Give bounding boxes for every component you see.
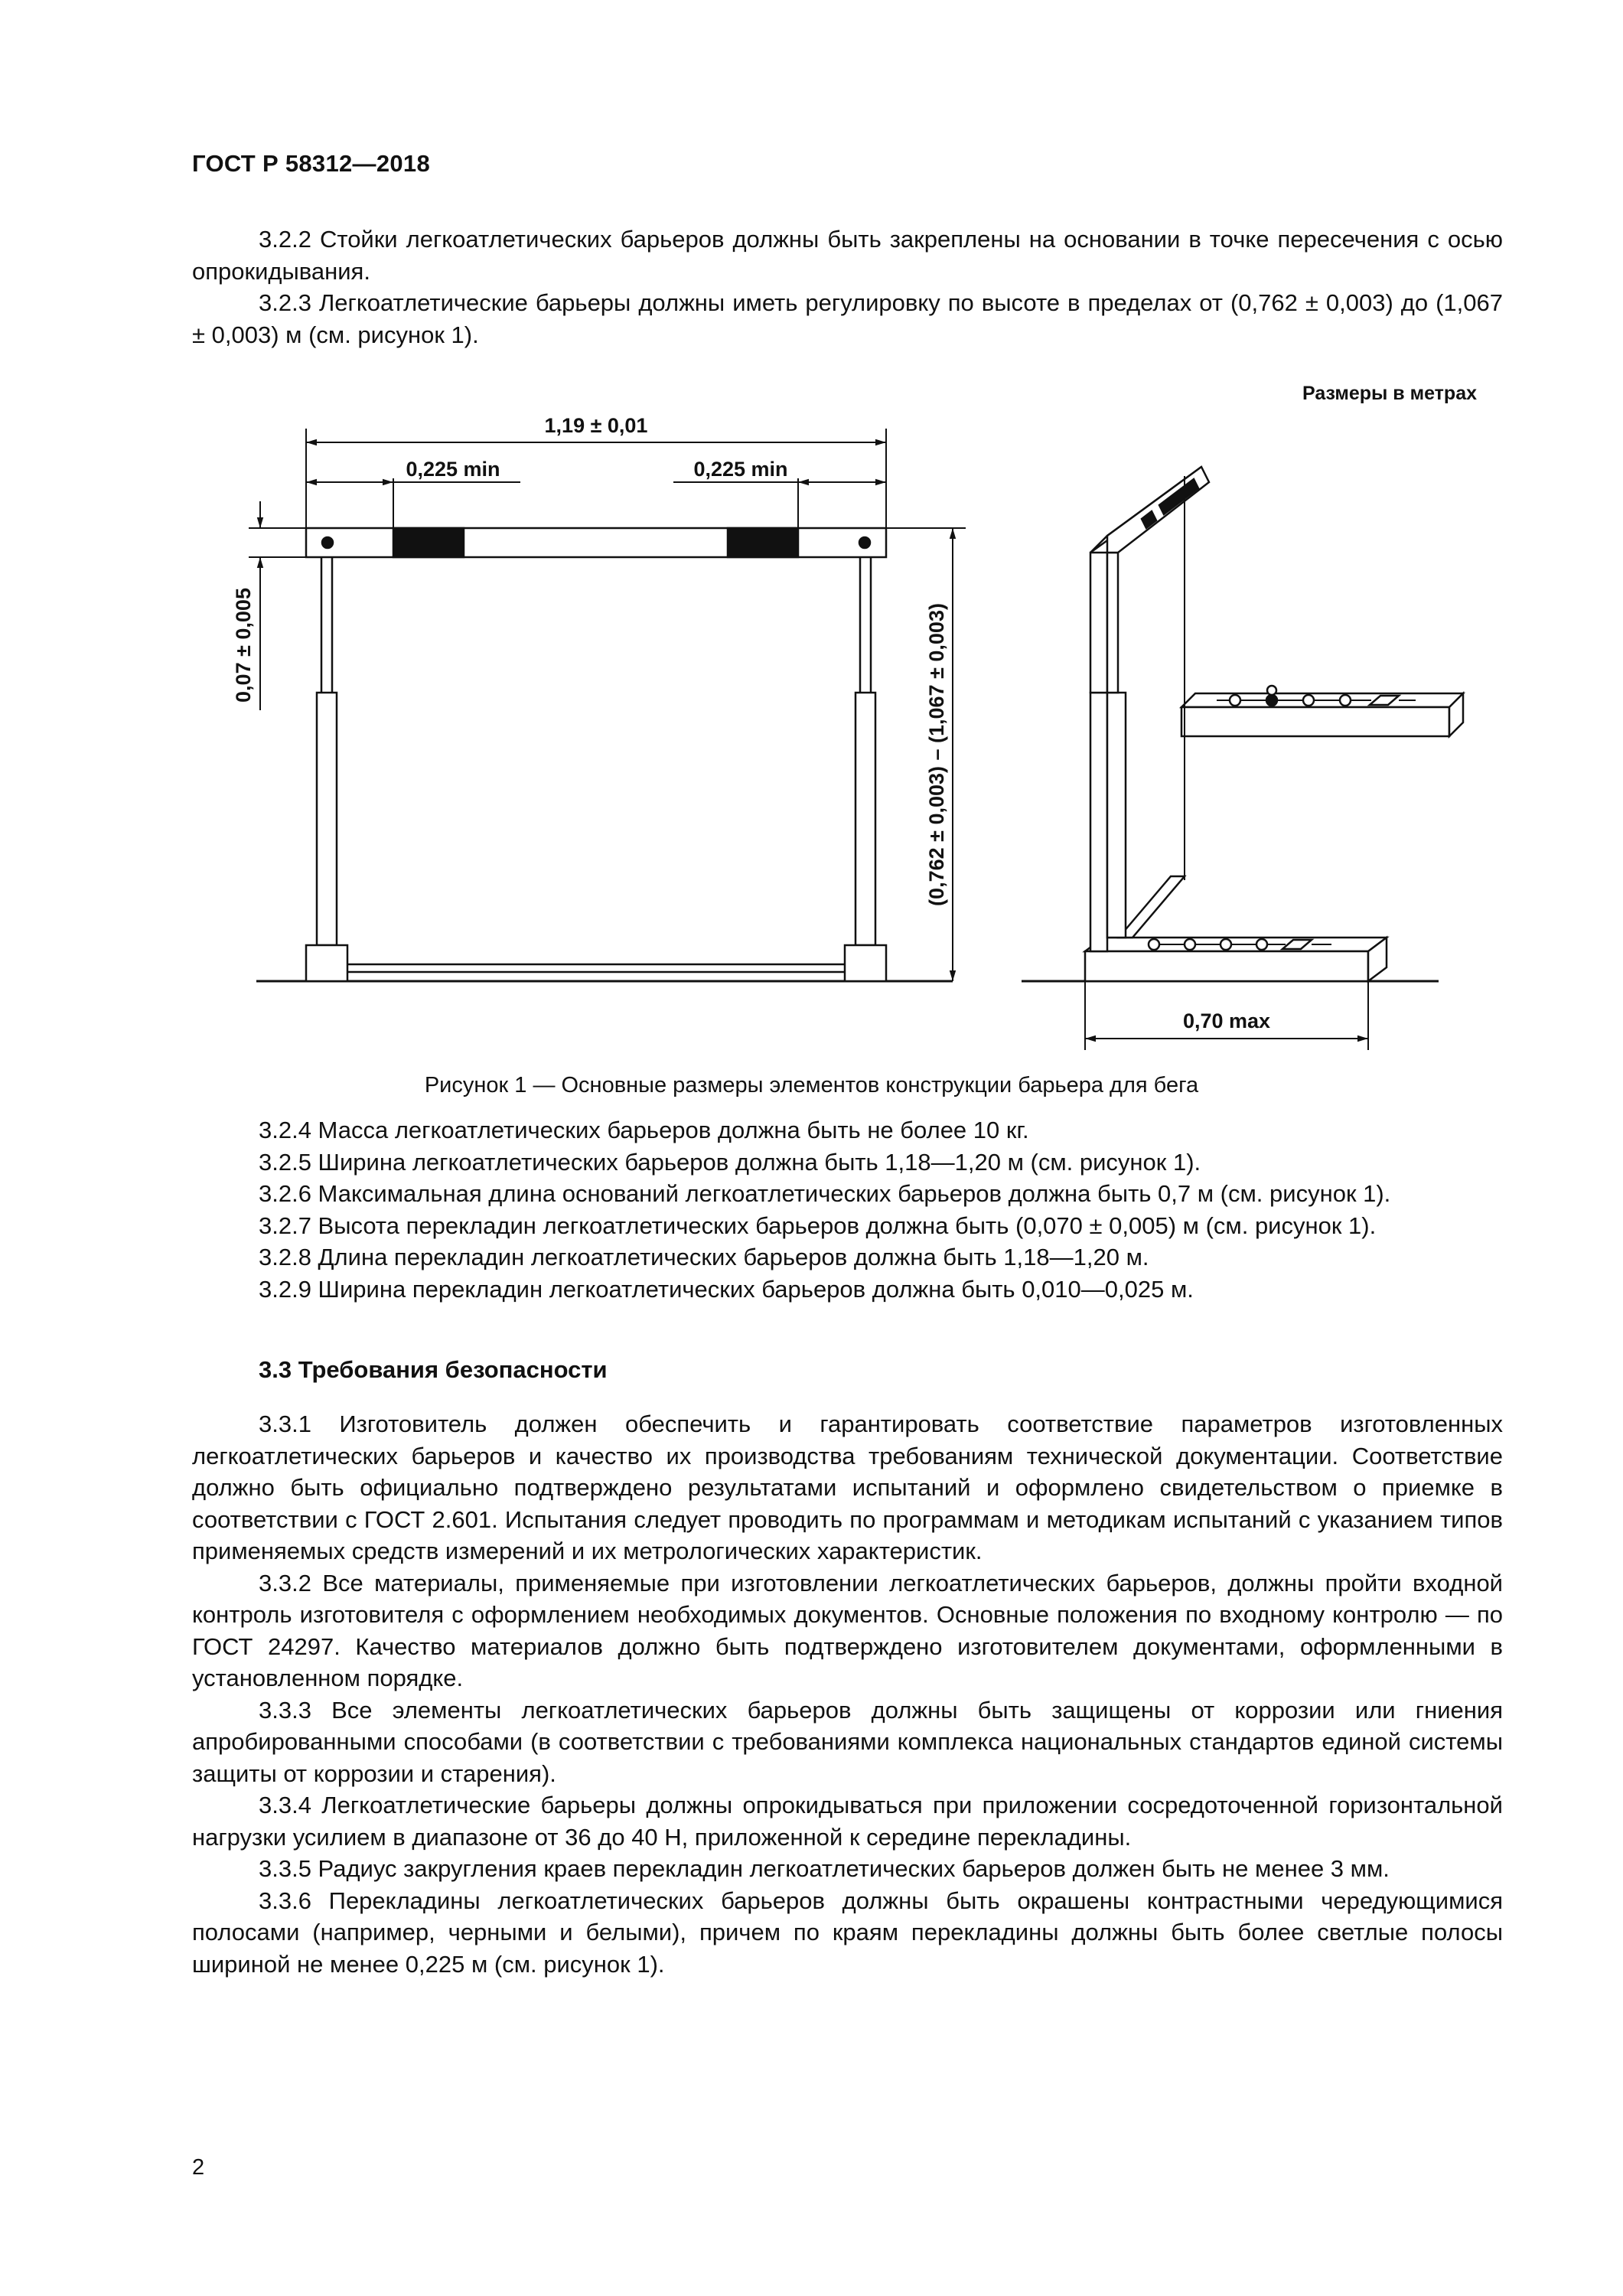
paragraph-3-3-2: 3.3.2 Все материалы, применяемые при изготовлении легкоатлетических барьеров, должны пройти входной контроль изготовителя с оформлением необходимых документов. Основные положения по входному контролю — по ГОСТ 24297. Качество материалов должно быть подтверждено изготовителем документами, оформленными в установленном порядке. xyxy=(192,1569,1503,1691)
paragraphs-mid xyxy=(192,1114,1503,1305)
paragraph-3-2-9: 3.2.9 Ширина перекладин легкоатлетических барьеров должна быть 0,010—0,025 м. xyxy=(259,1275,1194,1303)
bolt-right-icon xyxy=(859,537,870,548)
paragraph-3-2-7: 3.2.7 Высота перекладин легкоатлетических барьеров должна быть (0,070 ± 0,005) м (см. рисунок 1). xyxy=(259,1212,1377,1239)
dim-base-length-label: 0,70 max xyxy=(1182,1009,1271,1032)
paragraph-3-3-3: 3.3.3 Все элементы легкоатлетических барьеров должны быть защищены от коррозии или гниения апробированными способами (в соответствии с требованиями комплекса национальных стандартов единой системы защиты от коррозии и старения). xyxy=(192,1696,1503,1787)
paragraphs-bottom xyxy=(192,1408,1503,1980)
side-view xyxy=(1022,467,1463,1050)
bolt-left-icon xyxy=(322,537,333,548)
document-header: ГОСТ Р 58312—2018 xyxy=(192,150,430,177)
paragraph-3-2-8: 3.2.8 Длина перекладин легкоатлетических барьеров должна быть 1,18—1,20 м. xyxy=(259,1244,1149,1270)
dim-width-label: 1,19 ± 0,01 xyxy=(544,414,648,437)
units-note: Размеры в метрах xyxy=(1302,383,1477,404)
paragraph-3-2-5: 3.2.5 Ширина легкоатлетических барьеров должна быть 1,18—1,20 м (см. рисунок 1). xyxy=(259,1148,1201,1176)
dim-bar-height-label: 0,07 ± 0,005 xyxy=(232,588,255,703)
front-view xyxy=(249,429,966,981)
hurdle-figure xyxy=(0,0,1623,1071)
paragraph-3-3-6: 3.3.6 Перекладины легкоатлетических барьеров должны быть окрашены контрастными чередующимися полосами (например, черными и белыми), причем по краям перекладины должны быть более светлые полосы шириной не менее 0,225 м (см. рисунок 1). xyxy=(192,1887,1503,1978)
paragraph-3-2-4: 3.2.4 Масса легкоатлетических барьеров должна быть не более 10 кг. xyxy=(259,1117,1029,1143)
figure-caption: Рисунок 1 — Основные размеры элементов конструкции барьера для бега xyxy=(424,1073,1199,1097)
crossbar-stripe-left xyxy=(393,528,464,557)
paragraph-3-3-4: 3.3.4 Легкоатлетические барьеры должны опрокидываться при приложении сосредоточенной горизонтальной нагрузки усилием в диапазоне от 36 до 40 Н, приложенной к середине перекладины. xyxy=(192,1792,1503,1851)
dim-height-range-label: (0,762 ± 0,003) – (1,067 ± 0,003) xyxy=(925,603,948,906)
dim-right-stripe-label: 0,225 min xyxy=(693,458,788,481)
dim-left-stripe-label: 0,225 min xyxy=(406,458,500,481)
paragraph-3-2-6: 3.2.6 Максимальная длина оснований легкоатлетических барьеров должна быть 0,7 м (см. рисунок 1). xyxy=(259,1180,1391,1207)
crossbar-stripe-right xyxy=(728,528,798,557)
page-number: 2 xyxy=(192,2155,205,2180)
paragraph-3-2-2: 3.2.2 Стойки легкоатлетических барьеров должны быть закреплены на основании в точке пересечения с осью опрокидывания. xyxy=(192,226,1503,285)
paragraph-3-3-5: 3.3.5 Радиус закругления краев перекладин легкоатлетических барьеров должен быть не менее 3 мм. xyxy=(259,1855,1390,1882)
paragraph-3-3-1: 3.3.1 Изготовитель должен обеспечить и гарантировать соответствие параметров изготовленных легкоатлетических барьеров и качество их производства требованиям технической документации. Соответствие должно быть официально подтверждено результатами испытаний и оформлено свидетельством о приемке в соответствии с ГОСТ 2.601. Испытания следует проводить по программам и методикам испытаний с указанием типов применяемых средств измерений и их метрологических характеристик. xyxy=(192,1411,1503,1564)
paragraph-3-2-3: 3.2.3 Легкоатлетические барьеры должны иметь регулировку по высоте в пределах от (0,762 ± 0,003) до (1,067 ± 0,003) м (см. рисунок 1). xyxy=(192,289,1503,348)
section-title: 3.3 Требования безопасности xyxy=(259,1356,608,1383)
